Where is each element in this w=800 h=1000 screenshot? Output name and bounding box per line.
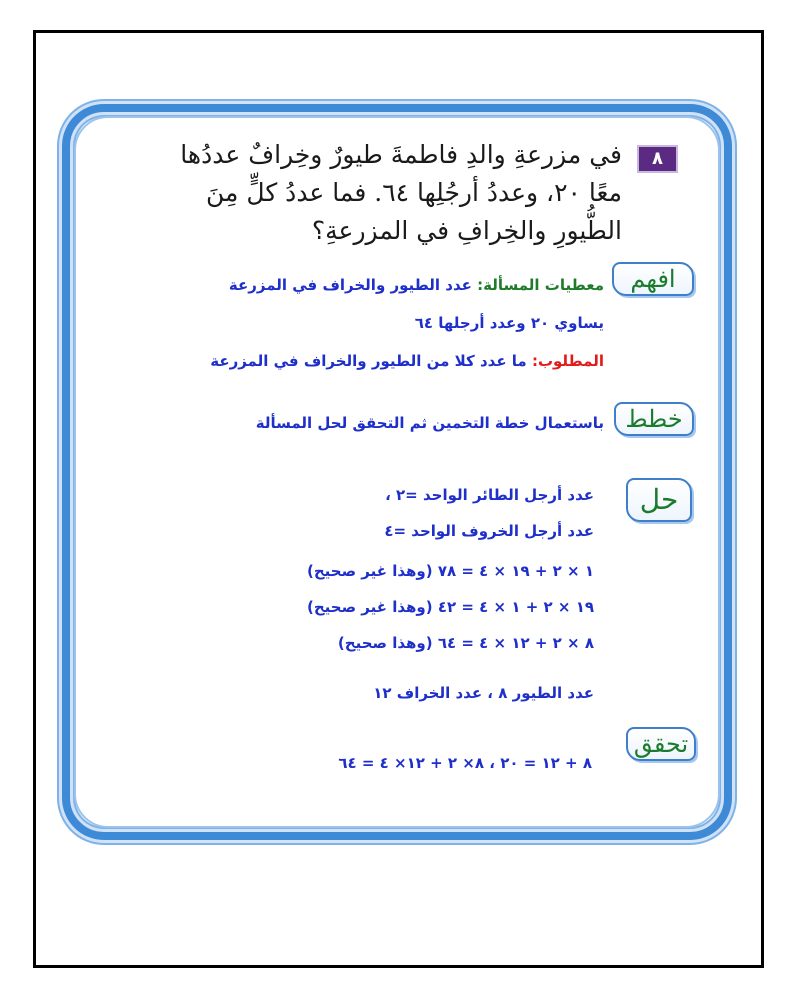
plan-text: باستعمال خطة التخمين ثم التحقق لحل المسألة bbox=[255, 414, 604, 432]
problem-line-2: معًا ٢٠، وعددُ أرجُلِها ٦٤. فما عددُ كلٍّ مِنَ bbox=[206, 178, 622, 207]
check-text: ٨ + ١٢ = ٢٠ ، ٨× ٢ + ١٢× ٤ = ٦٤ bbox=[338, 754, 592, 772]
givens-text: عدد الطيور والخراف في المزرعة bbox=[228, 276, 472, 294]
solve-line-1: عدد أرجل الطائر الواحد =٢ ، bbox=[385, 486, 594, 504]
required-line bbox=[210, 352, 604, 370]
problem-line-1: في مزرعةِ والدِ فاطمةَ طيورٌ وخِرافٌ عددُها bbox=[180, 140, 622, 169]
understand-tag: افهم bbox=[612, 262, 694, 296]
required-text: ما عدد كلا من الطيور والخراف في المزرعة bbox=[210, 352, 527, 370]
givens-label: معطيات المسألة: bbox=[477, 276, 604, 294]
solve-line-3: ١ × ٢ + ١٩ × ٤ = ٧٨ (وهذا غير صحيح) bbox=[306, 562, 594, 580]
check-tag: تحقق bbox=[626, 727, 696, 761]
solve-line-5: ٨ × ٢ + ١٢ × ٤ = ٦٤ (وهذا صحيح) bbox=[337, 634, 594, 652]
plan-tag: خطط bbox=[614, 402, 694, 436]
problem-line-3: الطُّيورِ والخِرافِ في المزرعةِ؟ bbox=[311, 216, 622, 245]
givens-line-2: يساوي ٢٠ وعدد أرجلها ٦٤ bbox=[414, 314, 604, 332]
solve-line-4: ١٩ × ٢ + ١ × ٤ = ٤٢ (وهذا غير صحيح) bbox=[306, 598, 594, 616]
problem-number-badge: ٨ bbox=[637, 145, 678, 173]
solve-line-2: عدد أرجل الخروف الواحد =٤ bbox=[384, 522, 594, 540]
required-label: المطلوب: bbox=[531, 352, 604, 370]
solve-line-6: عدد الطيور ٨ ، عدد الخراف ١٢ bbox=[373, 684, 594, 702]
solve-tag: حل bbox=[626, 478, 692, 522]
givens-line bbox=[229, 276, 604, 294]
